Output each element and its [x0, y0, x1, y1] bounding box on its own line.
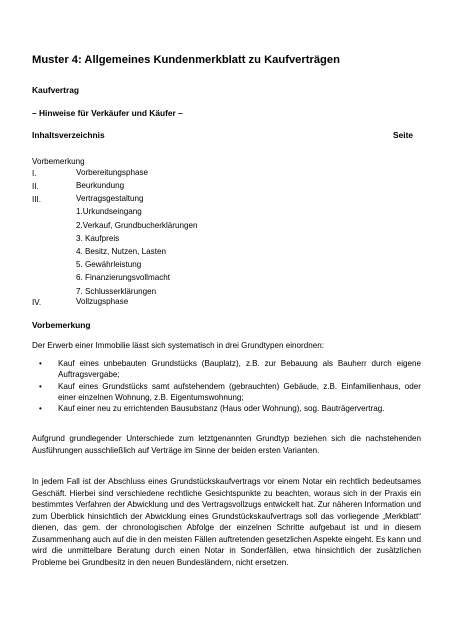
toc-item-label: Vollzugsphase — [76, 297, 129, 306]
toc-item-label: Beurkundung — [76, 181, 125, 190]
toc-item-num: III. — [32, 195, 41, 204]
toc-item-num: IV. — [32, 298, 42, 307]
toc-item-num: I. — [32, 169, 37, 178]
list-item — [32, 358, 421, 381]
toc-item-label: 7. Schlusserklärungen — [76, 287, 157, 296]
document-subtitle: Kaufvertrag — [32, 85, 80, 95]
toc-item-label: Vorbereitungsphase — [76, 168, 148, 177]
toc-item-label: 5. Gewährleistung — [76, 260, 142, 269]
toc-item-label: 1.Urkundseingang — [76, 207, 142, 216]
toc-item-label: 6. Finanzierungsvollmacht — [76, 273, 171, 282]
toc-page-label: Seite — [393, 130, 414, 140]
bullet-icon: • — [39, 381, 42, 391]
toc-item-label: 4. Besitz, Nutzen, Lasten — [76, 247, 166, 256]
bullet-icon: • — [39, 359, 42, 368]
toc-item-label: 3. Kaufpreis — [76, 234, 120, 243]
list-item-text: Kauf eines unbebauten Grundstücks (Bauplatz), z.B. zur Bebauung als Bauherr durch eigene Auftragsvergabe; — [58, 359, 421, 380]
toc-intro: Vorbemerkung — [32, 157, 85, 166]
bullet-list — [32, 358, 421, 414]
section-intro: Der Erwerb einer Immobilie lässt sich systematisch in drei Grundtypen einordnen: — [32, 341, 324, 350]
section-heading: Vorbemerkung — [32, 320, 91, 330]
paragraph: In jedem Fall ist der Abschluss eines Grundstückskaufvertrags vor einem Notar ein rechtlich bedeutsames Geschäft. Hierbei sind verschiedene rechtliche Gesichtspunkte zu beachten, woraus sich in der Praxis ein bestimmtes Verfahren der Abwicklung und des Vertragsvollzugs entwickelt hat. Zur näheren Information und zum Überblick hinsichtlich der Abwicklung eines Grundstückskaufvertrags soll das vorliegende „Merkblatt“ dienen, das gem. der chronologischen Abfolge der einzelnen Schritte aufgebaut ist und in diesem Zusammenhang auch auf die in den meisten Fällen auftretenden gesetzlichen Aspekte eingeht. Es kann und wird die unmittelbare Beratung durch einen Notar in Sonderfällen, etwa hinsichtlich der zusätzlichen Probleme bei Grundbesitz in den neuen Bundesländern, nicht ersetzen. — [32, 477, 421, 567]
toc-item-num: II. — [32, 182, 39, 191]
list-item-text: Kauf einer neu zu errichtenden Bausubstanz (Haus oder Wohnung), sog. Bauträgervertrag. — [58, 404, 385, 414]
toc-item-label: 2.Verkauf, Grundbucherklärungen — [76, 221, 198, 230]
bullet-icon: • — [39, 404, 42, 414]
list-item — [32, 381, 421, 404]
toc-heading: Inhaltsverzeichnis — [32, 130, 105, 140]
document-title: Muster 4: Allgemeines Kundenmerkblatt zu Kaufverträgen — [32, 54, 340, 66]
list-item-text: Kauf eines Grundstücks samt aufstehendem (gebrauchten) Gebäude, z.B. Einfamilienhaus, oder einer einzelnen Wohnung, z.B. Eigentumswohnung; — [58, 381, 421, 402]
list-item — [32, 403, 421, 414]
toc-item-label: Vertragsgestaltung — [76, 194, 144, 203]
document-subheading: – Hinweise für Verkäufer und Käufer – — [32, 108, 183, 118]
paragraph: Aufgrund grundlegender Unterschiede zum letztgenannten Grundtyp beziehen sich die nachstehenden Ausführungen ausschließlich auf Verträge im Sinne der beiden ersten Varianten. — [32, 434, 421, 455]
